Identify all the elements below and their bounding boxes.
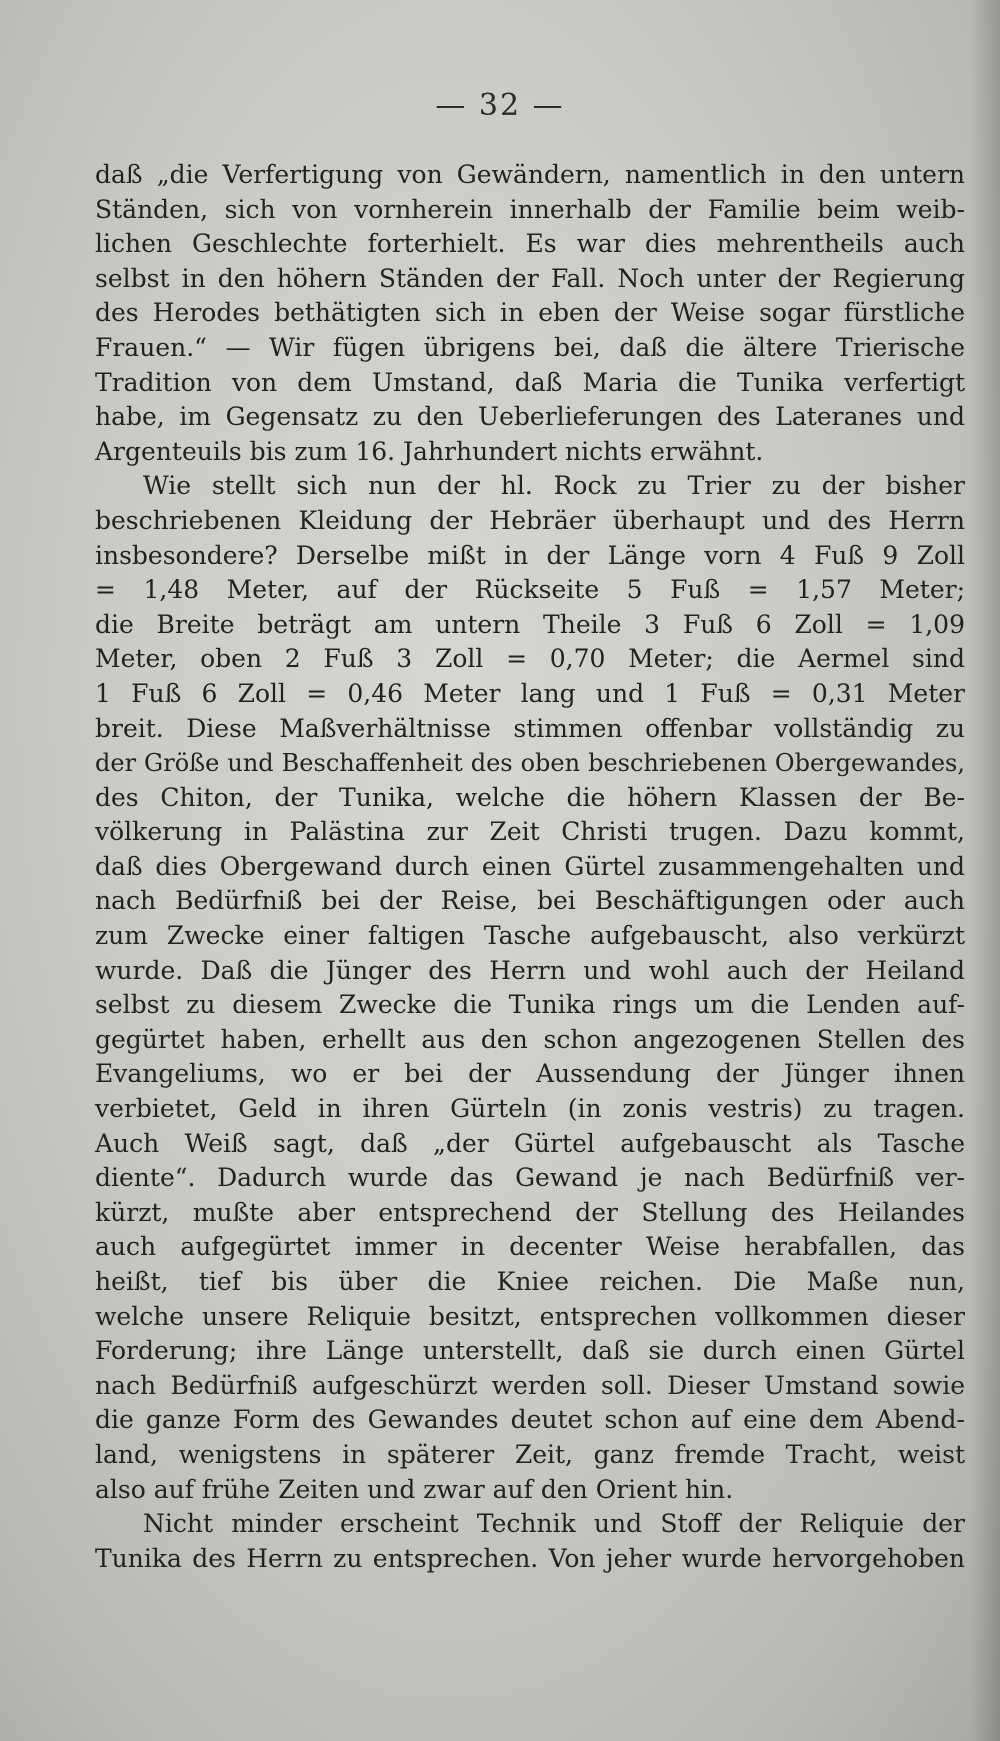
text-line: selbst zu diesem Zwecke die Tunika rings um die Lenden auf- [95,990,965,1020]
page-number: — 32 — [435,88,565,123]
text-line: Auch Weiß sagt, daß „der Gürtel aufgebauscht als Tasche [95,1128,965,1158]
text-line: selbst in den höhern Ständen der Fall. Noch unter der Regierung [95,263,965,293]
text-line: nach Bedürfniß aufgeschürzt werden soll. Dieser Umstand sowie [95,1370,965,1400]
text-line: Meter, oben 2 Fuß 3 Zoll = 0,70 Meter; die Aermel sind [95,644,965,674]
text-line: heißt, tief bis über die Kniee reichen. Die Maße nun, [95,1267,965,1296]
text-line: diente“. Dadurch wurde das Gewand je nach Bedürfniß ver- [95,1163,965,1193]
text-line: daß dies Obergewand durch einen Gürtel zusammengehalten und [95,851,965,881]
text-line: Tunika des Herrn zu entsprechen. Von jeher wurde hervorgehoben [95,1543,965,1573]
text-line: Nicht minder erscheint Technik und Stoff der Reliquie der [143,1509,965,1539]
text-line: welche unsere Reliquie besitzt, entsprechen vollkommen dieser [95,1301,965,1331]
text-line: daß „die Verfertigung von Gewändern, namentlich in den untern [95,160,965,189]
text-line: des Herodes bethätigten sich in eben der Weise sogar fürstliche [95,298,965,328]
text-line: habe, im Gegensatz zu den Ueberlieferungen des Lateranes und [95,402,965,432]
text-line: breit. Diese Maßverhältnisse stimmen offenbar vollständig zu [95,713,965,743]
text-line: also auf frühe Zeiten und zwar auf den Orient hin. [95,1474,734,1504]
body-text [95,158,965,1576]
text-line: gegürtet haben, erhellt aus den schon angezogenen Stellen des [95,1024,965,1054]
text-line: der Größe und Beschaffenheit des oben beschriebenen Obergewandes, [95,749,965,778]
text-line: land, wenigstens in späterer Zeit, ganz fremde Tracht, weist [95,1439,965,1469]
text-line: 1 Fuß 6 Zoll = 0,46 Meter lang und 1 Fuß = 0,31 Meter [95,678,965,708]
text-line: nach Bedürfniß bei der Reise, bei Beschäftigungen oder auch [95,886,965,916]
text-line: Tradition von dem Umstand, daß Maria die Tunika verfertigt [95,367,965,397]
text-line: Forderung; ihre Länge unterstellt, daß sie durch einen Gürtel [95,1336,965,1366]
text-line: Frauen.“ — Wir fügen übrigens bei, daß die ältere Trierische [95,332,965,362]
text-line: lichen Geschlechte forterhielt. Es war dies mehrentheils auch [95,229,965,259]
text-line: Evangeliums, wo er bei der Aussendung der Jünger ihnen [95,1059,965,1089]
text-line: = 1,48 Meter, auf der Rückseite 5 Fuß = 1,57 Meter; [95,575,965,605]
text-line: beschriebenen Kleidung der Hebräer überhaupt und des Herrn [95,505,965,535]
text-line: völkerung in Palästina zur Zeit Christi trugen. Dazu kommt, [95,817,965,847]
text-line: die Breite beträgt am untern Theile 3 Fuß 6 Zoll = 1,09 [95,609,965,639]
text-line: verbietet, Geld in ihren Gürteln (in zonis vestris) zu tragen. [95,1094,965,1124]
text-line: insbesondere? Derselbe mißt in der Länge vorn 4 Fuß 9 Zoll [95,540,965,570]
text-line: Ständen, sich von vornherein innerhalb der Familie beim weib- [95,194,965,224]
text-line: die ganze Form des Gewandes deutet schon auf eine dem Abend- [95,1405,965,1435]
text-line: wurde. Daß die Jünger des Herrn und wohl auch der Heiland [95,955,965,985]
text-line: kürzt, mußte aber entsprechend der Stellung des Heilandes [95,1197,965,1227]
text-line: Wie stellt sich nun der hl. Rock zu Trier zu der bisher [143,471,965,501]
text-line: des Chiton, der Tunika, welche die höhern Klassen der Be- [95,782,965,812]
text-line: auch aufgegürtet immer in decenter Weise herabfallen, das [95,1232,965,1262]
text-line: zum Zwecke einer faltigen Tasche aufgebauscht, also verkürzt [95,921,965,951]
text-line: Argenteuils bis zum 16. Jahrhundert nichts erwähnt. [95,436,764,466]
